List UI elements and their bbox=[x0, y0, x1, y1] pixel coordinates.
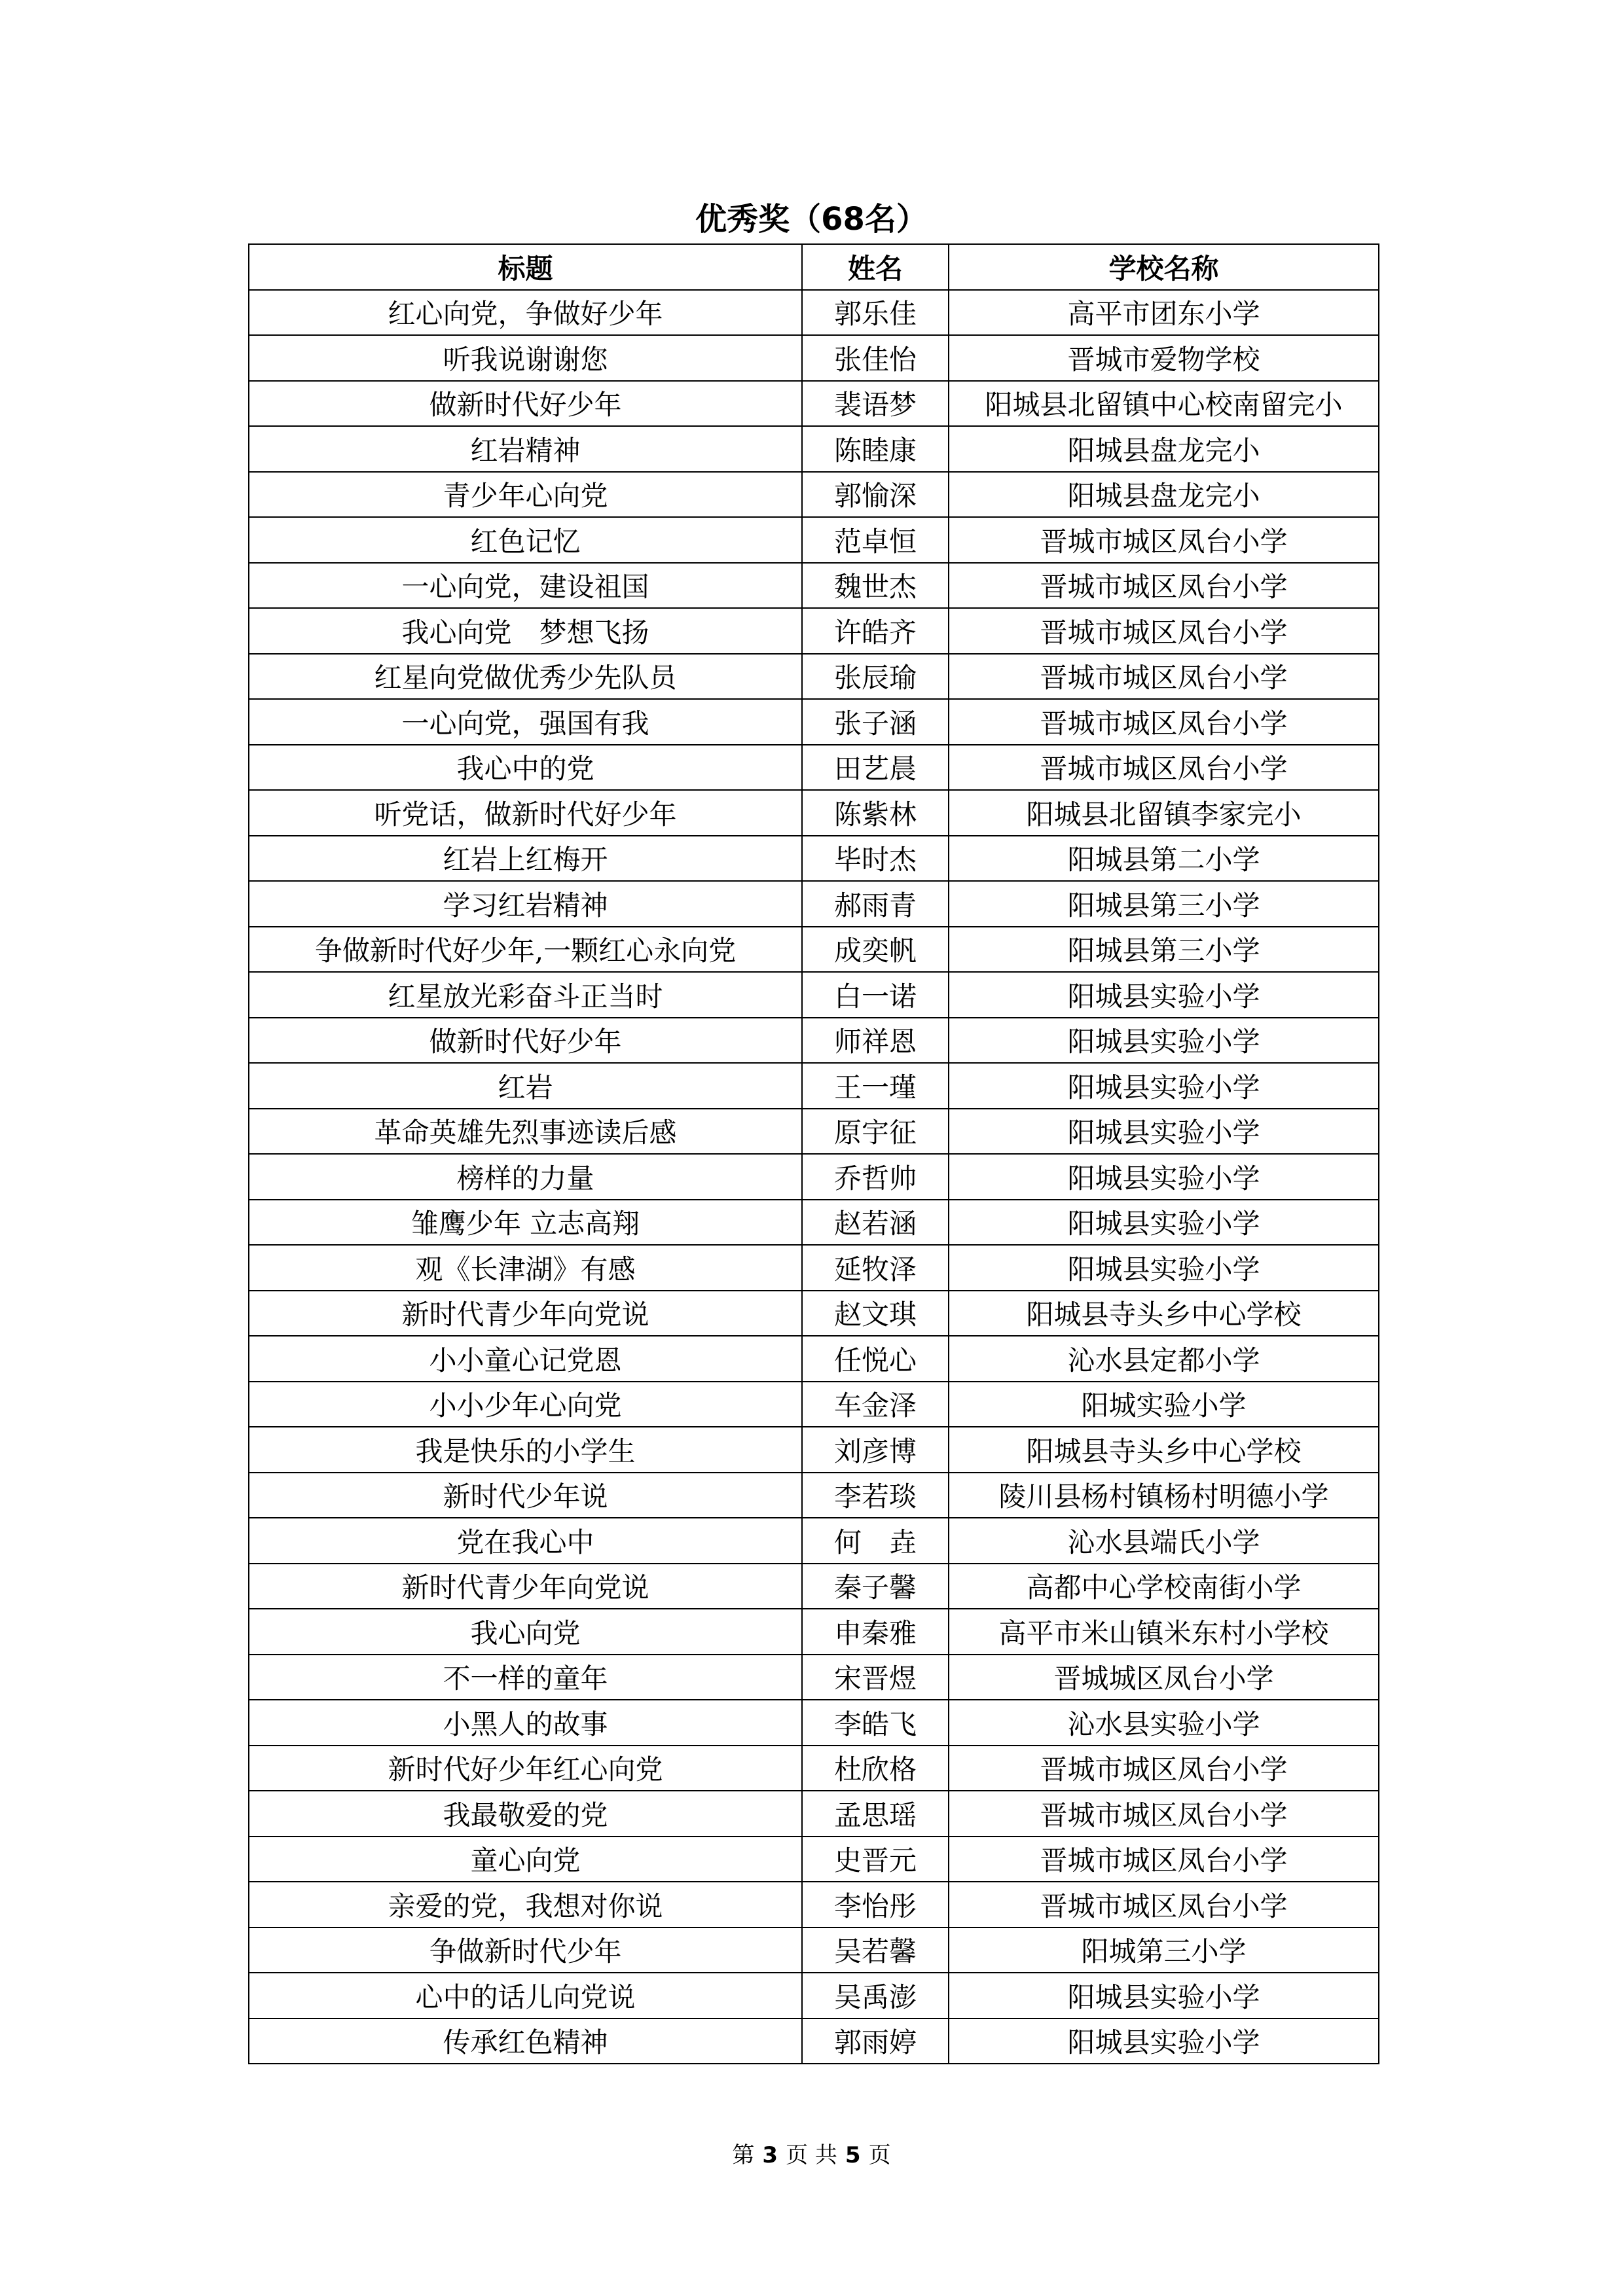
cell-school: 阳城县实验小学 bbox=[949, 1245, 1379, 1291]
table-row bbox=[249, 1928, 1379, 1973]
table-row bbox=[249, 426, 1379, 472]
cell-title: 红色记忆 bbox=[249, 517, 802, 563]
table-row bbox=[249, 1109, 1379, 1155]
cell-school: 阳城县实验小学 bbox=[949, 972, 1379, 1018]
cell-name: 赵文琪 bbox=[802, 1291, 949, 1336]
table-row bbox=[249, 1564, 1379, 1609]
cell-title: 榜样的力量 bbox=[249, 1154, 802, 1200]
cell-title: 红岩精神 bbox=[249, 426, 802, 472]
cell-school: 晋城市城区凤台小学 bbox=[949, 1746, 1379, 1791]
cell-school: 阳城县实验小学 bbox=[949, 1018, 1379, 1064]
table-row bbox=[249, 1973, 1379, 2018]
cell-name: 秦子馨 bbox=[802, 1564, 949, 1609]
cell-school: 沁水县定都小学 bbox=[949, 1336, 1379, 1382]
cell-name: 赵若涵 bbox=[802, 1200, 949, 1246]
cell-title: 争做新时代好少年,一颗红心永向党 bbox=[249, 927, 802, 973]
cell-title: 做新时代好少年 bbox=[249, 381, 802, 427]
cell-school: 晋城市爱物学校 bbox=[949, 335, 1379, 381]
table-row bbox=[249, 1655, 1379, 1700]
cell-school: 晋城市城区凤台小学 bbox=[949, 563, 1379, 609]
cell-title: 小黑人的故事 bbox=[249, 1700, 802, 1746]
cell-title: 学习红岩精神 bbox=[249, 881, 802, 927]
cell-title: 我心向党 梦想飞扬 bbox=[249, 608, 802, 654]
cell-name: 张子涵 bbox=[802, 699, 949, 745]
cell-school: 晋城市城区凤台小学 bbox=[949, 517, 1379, 563]
cell-school: 陵川县杨村镇杨村明德小学 bbox=[949, 1473, 1379, 1518]
cell-school: 高平市米山镇米东村小学校 bbox=[949, 1609, 1379, 1655]
table-row bbox=[249, 1063, 1379, 1109]
cell-name: 吴若馨 bbox=[802, 1928, 949, 1973]
cell-title: 党在我心中 bbox=[249, 1518, 802, 1564]
table-row bbox=[249, 517, 1379, 563]
table-row bbox=[249, 1427, 1379, 1473]
table-row bbox=[249, 1791, 1379, 1837]
cell-title: 童心向党 bbox=[249, 1837, 802, 1882]
cell-school: 阳城县实验小学 bbox=[949, 1109, 1379, 1155]
table-row bbox=[249, 608, 1379, 654]
cell-title: 做新时代好少年 bbox=[249, 1018, 802, 1064]
cell-title: 小小童心记党恩 bbox=[249, 1336, 802, 1382]
cell-title: 传承红色精神 bbox=[249, 2018, 802, 2064]
cell-title: 一心向党，强国有我 bbox=[249, 699, 802, 745]
cell-name: 车金泽 bbox=[802, 1382, 949, 1427]
cell-name: 李怡彤 bbox=[802, 1882, 949, 1928]
table-row bbox=[249, 927, 1379, 973]
table-row bbox=[249, 1336, 1379, 1382]
cell-title: 新时代青少年向党说 bbox=[249, 1564, 802, 1609]
header-row bbox=[249, 244, 1379, 290]
cell-title: 新时代少年说 bbox=[249, 1473, 802, 1518]
cell-name: 郝雨青 bbox=[802, 881, 949, 927]
footer-middle: 页 共 bbox=[786, 2142, 837, 2168]
cell-title: 听党话，做新时代好少年 bbox=[249, 790, 802, 836]
cell-school: 阳城县第三小学 bbox=[949, 881, 1379, 927]
table-row bbox=[249, 472, 1379, 518]
cell-school: 阳城县寺头乡中心学校 bbox=[949, 1427, 1379, 1473]
cell-title: 红岩 bbox=[249, 1063, 802, 1109]
cell-title: 新时代青少年向党说 bbox=[249, 1291, 802, 1336]
cell-name: 刘彦博 bbox=[802, 1427, 949, 1473]
cell-name: 原宇征 bbox=[802, 1109, 949, 1155]
cell-school: 阳城县实验小学 bbox=[949, 2018, 1379, 2064]
cell-school: 晋城市城区凤台小学 bbox=[949, 1791, 1379, 1837]
table-row bbox=[249, 1837, 1379, 1882]
cell-title: 我是快乐的小学生 bbox=[249, 1427, 802, 1473]
footer-suffix: 页 bbox=[868, 2142, 891, 2168]
table-row bbox=[249, 1245, 1379, 1291]
cell-title: 观《长津湖》有感 bbox=[249, 1245, 802, 1291]
cell-school: 沁水县实验小学 bbox=[949, 1700, 1379, 1746]
footer-total-pages: 5 bbox=[845, 2142, 861, 2168]
cell-title: 亲爱的党，我想对你说 bbox=[249, 1882, 802, 1928]
cell-name: 杜欣格 bbox=[802, 1746, 949, 1791]
cell-school: 高平市团东小学 bbox=[949, 290, 1379, 336]
cell-school: 晋城市城区凤台小学 bbox=[949, 1837, 1379, 1882]
cell-school: 阳城县实验小学 bbox=[949, 1154, 1379, 1200]
cell-school: 晋城市城区凤台小学 bbox=[949, 1882, 1379, 1928]
cell-school: 晋城市城区凤台小学 bbox=[949, 745, 1379, 791]
table-row bbox=[249, 972, 1379, 1018]
cell-school: 阳城实验小学 bbox=[949, 1382, 1379, 1427]
table-row bbox=[249, 1746, 1379, 1791]
cell-school: 阳城县第二小学 bbox=[949, 836, 1379, 882]
table-row bbox=[249, 2018, 1379, 2064]
cell-name: 郭雨婷 bbox=[802, 2018, 949, 2064]
cell-name: 延牧泽 bbox=[802, 1245, 949, 1291]
table-row bbox=[249, 1473, 1379, 1518]
cell-school: 晋城市城区凤台小学 bbox=[949, 654, 1379, 700]
awards-table bbox=[248, 243, 1379, 2064]
cell-school: 晋城市城区凤台小学 bbox=[949, 608, 1379, 654]
table-row bbox=[249, 881, 1379, 927]
table-row bbox=[249, 836, 1379, 882]
cell-name: 毕时杰 bbox=[802, 836, 949, 882]
cell-name: 成奕帆 bbox=[802, 927, 949, 973]
table-row bbox=[249, 790, 1379, 836]
cell-name: 张辰瑜 bbox=[802, 654, 949, 700]
table-row bbox=[249, 1609, 1379, 1655]
cell-name: 郭乐佳 bbox=[802, 290, 949, 336]
cell-name: 魏世杰 bbox=[802, 563, 949, 609]
cell-name: 郭愉深 bbox=[802, 472, 949, 518]
cell-title: 新时代好少年红心向党 bbox=[249, 1746, 802, 1791]
cell-name: 陈紫林 bbox=[802, 790, 949, 836]
cell-school: 阳城县寺头乡中心学校 bbox=[949, 1291, 1379, 1336]
cell-title: 青少年心向党 bbox=[249, 472, 802, 518]
table-row bbox=[249, 1018, 1379, 1064]
cell-name: 何 垚 bbox=[802, 1518, 949, 1564]
column-header-title: 标题 bbox=[249, 244, 802, 290]
cell-school: 阳城县第三小学 bbox=[949, 927, 1379, 973]
cell-title: 我心向党 bbox=[249, 1609, 802, 1655]
table-row bbox=[249, 1882, 1379, 1928]
table-row bbox=[249, 1200, 1379, 1246]
page-title: 优秀奖（68名） bbox=[695, 201, 928, 238]
cell-school: 阳城第三小学 bbox=[949, 1928, 1379, 1973]
cell-title: 听我说谢谢您 bbox=[249, 335, 802, 381]
cell-title: 争做新时代少年 bbox=[249, 1928, 802, 1973]
cell-title: 雏鹰少年 立志高翔 bbox=[249, 1200, 802, 1246]
table-row bbox=[249, 699, 1379, 745]
cell-title: 红星放光彩奋斗正当时 bbox=[249, 972, 802, 1018]
cell-name: 王一瑾 bbox=[802, 1063, 949, 1109]
table-row bbox=[249, 381, 1379, 427]
footer-prefix: 第 bbox=[732, 2142, 755, 2168]
cell-title: 我心中的党 bbox=[249, 745, 802, 791]
table-row bbox=[249, 563, 1379, 609]
table-body bbox=[249, 290, 1379, 2064]
cell-name: 李若琰 bbox=[802, 1473, 949, 1518]
cell-school: 晋城城区凤台小学 bbox=[949, 1655, 1379, 1700]
cell-school: 阳城县实验小学 bbox=[949, 1200, 1379, 1246]
cell-school: 阳城县北留镇中心校南留完小 bbox=[949, 381, 1379, 427]
cell-school: 阳城县盘龙完小 bbox=[949, 426, 1379, 472]
cell-school: 阳城县北留镇李家完小 bbox=[949, 790, 1379, 836]
table-row bbox=[249, 290, 1379, 336]
cell-name: 孟思瑶 bbox=[802, 1791, 949, 1837]
cell-name: 申秦雅 bbox=[802, 1609, 949, 1655]
table-row bbox=[249, 1518, 1379, 1564]
cell-title: 革命英雄先烈事迹读后感 bbox=[249, 1109, 802, 1155]
table-row bbox=[249, 745, 1379, 791]
cell-school: 沁水县端氏小学 bbox=[949, 1518, 1379, 1564]
cell-name: 张佳怡 bbox=[802, 335, 949, 381]
cell-name: 许皓齐 bbox=[802, 608, 949, 654]
column-header-name: 姓名 bbox=[802, 244, 949, 290]
table-row bbox=[249, 1700, 1379, 1746]
cell-name: 吴禹澎 bbox=[802, 1973, 949, 2018]
cell-name: 李皓飞 bbox=[802, 1700, 949, 1746]
cell-title: 红岩上红梅开 bbox=[249, 836, 802, 882]
page-footer bbox=[0, 2139, 1623, 2172]
cell-school: 阳城县盘龙完小 bbox=[949, 472, 1379, 518]
cell-name: 裴语梦 bbox=[802, 381, 949, 427]
cell-school: 晋城市城区凤台小学 bbox=[949, 699, 1379, 745]
table-row bbox=[249, 1382, 1379, 1427]
cell-name: 任悦心 bbox=[802, 1336, 949, 1382]
cell-title: 红星向党做优秀少先队员 bbox=[249, 654, 802, 700]
table-header bbox=[249, 244, 1379, 290]
cell-name: 陈睦康 bbox=[802, 426, 949, 472]
cell-school: 阳城县实验小学 bbox=[949, 1973, 1379, 2018]
cell-title: 不一样的童年 bbox=[249, 1655, 802, 1700]
cell-name: 范卓恒 bbox=[802, 517, 949, 563]
cell-title: 我最敬爱的党 bbox=[249, 1791, 802, 1837]
cell-school: 阳城县实验小学 bbox=[949, 1063, 1379, 1109]
cell-title: 心中的话儿向党说 bbox=[249, 1973, 802, 2018]
table-row bbox=[249, 1154, 1379, 1200]
cell-title: 红心向党，争做好少年 bbox=[249, 290, 802, 336]
cell-name: 乔哲帅 bbox=[802, 1154, 949, 1200]
column-header-school: 学校名称 bbox=[949, 244, 1379, 290]
cell-name: 师祥恩 bbox=[802, 1018, 949, 1064]
cell-name: 白一诺 bbox=[802, 972, 949, 1018]
cell-name: 史晋元 bbox=[802, 1837, 949, 1882]
table-row bbox=[249, 654, 1379, 700]
table-row bbox=[249, 1291, 1379, 1336]
cell-title: 小小少年心向党 bbox=[249, 1382, 802, 1427]
cell-name: 宋晋煜 bbox=[802, 1655, 949, 1700]
footer-current-page: 3 bbox=[762, 2142, 778, 2168]
table-row bbox=[249, 335, 1379, 381]
cell-name: 田艺晨 bbox=[802, 745, 949, 791]
cell-title: 一心向党，建设祖国 bbox=[249, 563, 802, 609]
cell-school: 高都中心学校南街小学 bbox=[949, 1564, 1379, 1609]
